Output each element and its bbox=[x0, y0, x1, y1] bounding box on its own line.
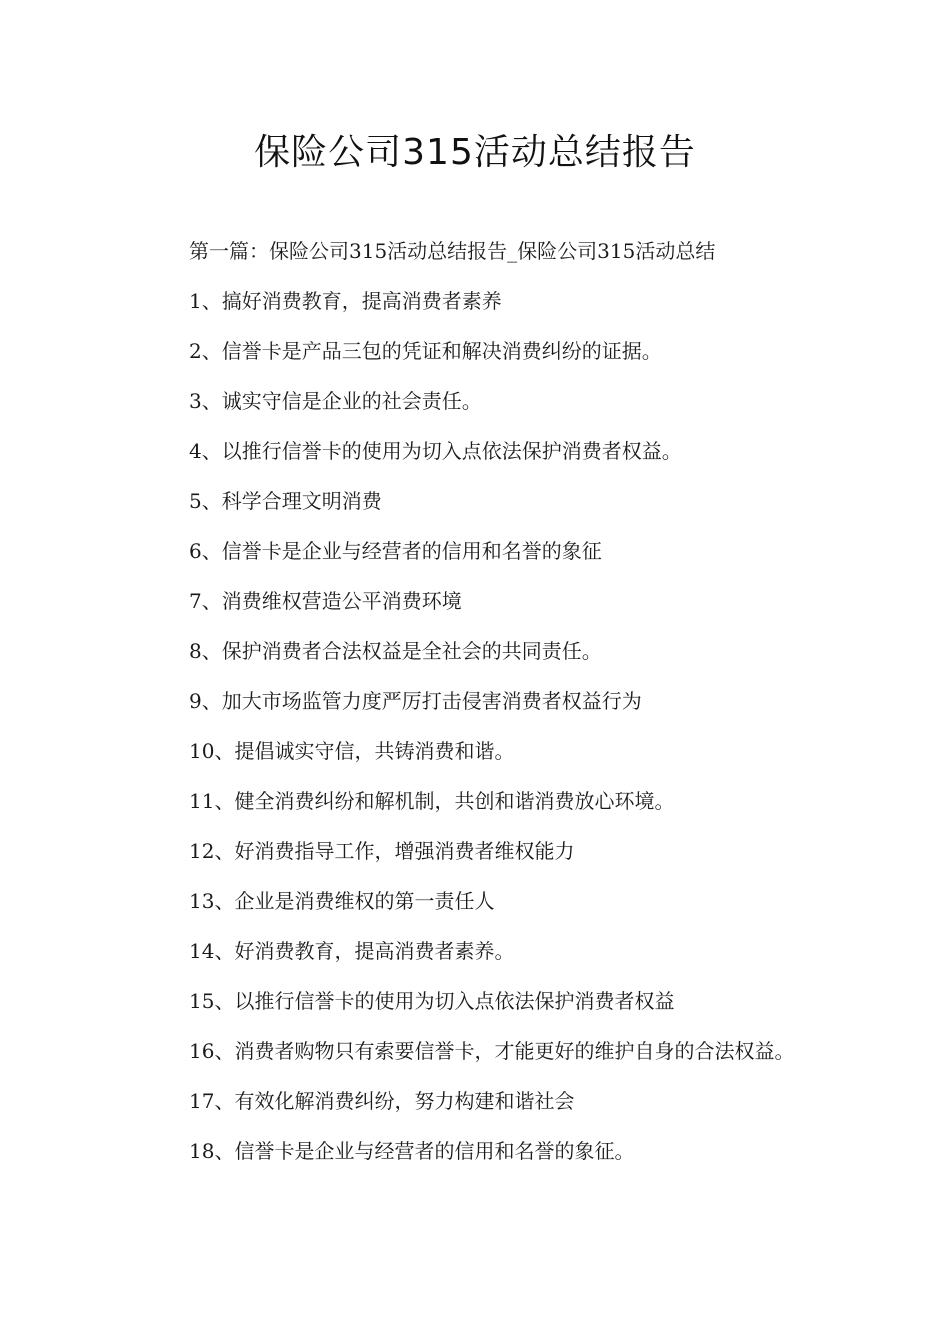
list-item: 10、提倡诚实守信，共铸消费和谐。 bbox=[189, 739, 515, 763]
list-item: 16、消费者购物只有索要信誉卡，才能更好的维护自身的合法权益。 bbox=[189, 1039, 795, 1063]
list-item: 3、诚实守信是企业的社会责任。 bbox=[189, 389, 482, 413]
list-item: 13、企业是消费维权的第一责任人 bbox=[189, 889, 495, 913]
document-title: 保险公司315活动总结报告 bbox=[254, 132, 696, 173]
paragraph-intro: 第一篇：保险公司315活动总结报告_保险公司315活动总结 bbox=[189, 239, 716, 263]
document-body bbox=[145, 226, 810, 1176]
list-item: 9、加大市场监管力度严厉打击侵害消费者权益行为 bbox=[189, 689, 642, 713]
list-item: 5、科学合理文明消费 bbox=[189, 489, 382, 513]
list-item: 8、保护消费者合法权益是全社会的共同责任。 bbox=[189, 639, 602, 663]
list-item: 1、搞好消费教育，提高消费者素养 bbox=[189, 289, 502, 313]
list-item: 7、消费维权营造公平消费环境 bbox=[189, 589, 462, 613]
list-item: 2、信誉卡是产品三包的凭证和解决消费纠纷的证据。 bbox=[189, 339, 662, 363]
list-item: 12、好消费指导工作，增强消费者维权能力 bbox=[189, 839, 575, 863]
list-item: 14、好消费教育，提高消费者素养。 bbox=[189, 939, 515, 963]
list-item: 15、以推行信誉卡的使用为切入点依法保护消费者权益 bbox=[189, 989, 675, 1013]
list-item: 6、信誉卡是企业与经营者的信用和名誉的象征 bbox=[189, 539, 602, 563]
list-item: 18、信誉卡是企业与经营者的信用和名誉的象征。 bbox=[189, 1139, 635, 1163]
list-item: 17、有效化解消费纠纷，努力构建和谐社会 bbox=[189, 1089, 575, 1113]
list-item: 11、健全消费纠纷和解机制，共创和谐消费放心环境。 bbox=[189, 789, 675, 813]
list-item: 4、以推行信誉卡的使用为切入点依法保护消费者权益。 bbox=[189, 439, 682, 463]
